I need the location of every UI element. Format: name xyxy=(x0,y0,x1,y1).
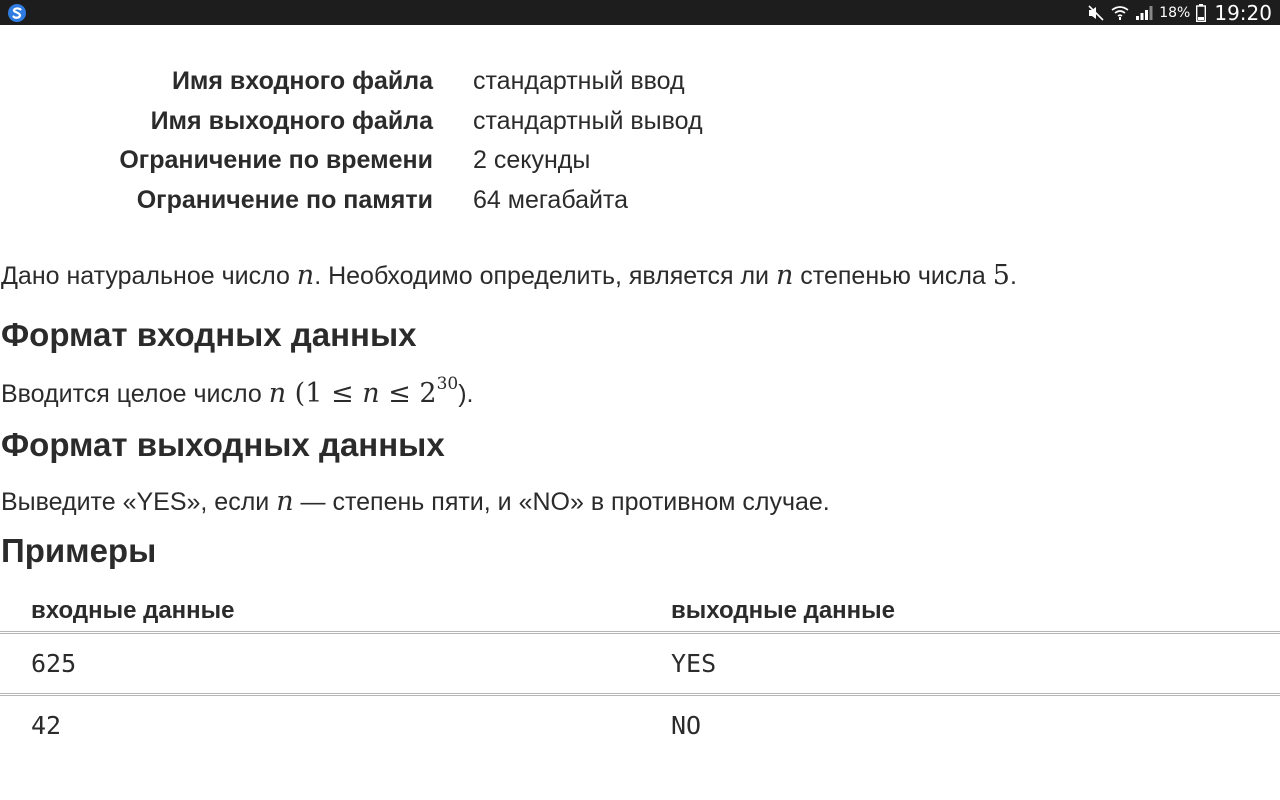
statement-text: Дано натуральное число xyxy=(1,262,297,290)
signal-icon xyxy=(1135,5,1153,21)
battery-icon xyxy=(1196,4,1206,22)
math-number: 5 xyxy=(992,260,1010,291)
math-close: ). xyxy=(458,380,474,408)
math-var-n: n xyxy=(268,378,287,409)
info-row-input-file xyxy=(0,62,900,102)
table-row xyxy=(0,696,1280,755)
output-format-sentence: Выведите «YES», если xyxy=(1,488,277,516)
column-header-input: входные данные xyxy=(31,596,235,624)
problem-statement xyxy=(1,260,1017,291)
output-format-text xyxy=(1,486,830,517)
statement-text: . Необходимо определить, является ли xyxy=(314,262,776,290)
battery-percent: 18% xyxy=(1159,4,1191,21)
info-row-output-file xyxy=(0,102,900,142)
info-label: Ограничение по времени xyxy=(119,146,433,175)
info-value: стандартный вывод xyxy=(473,106,703,135)
sync-app-icon[interactable] xyxy=(7,3,27,23)
info-label: Имя входного файла xyxy=(171,67,433,96)
math-var-n: n xyxy=(276,486,294,517)
math-var-n: n xyxy=(362,378,380,409)
statement-text: степенью числа xyxy=(793,262,993,290)
info-row-memory-limit xyxy=(0,181,900,221)
table-row xyxy=(0,634,1280,696)
info-label: Ограничение по памяти xyxy=(136,185,433,214)
statement-text: . xyxy=(1009,262,1017,290)
clock: 19:20 xyxy=(1214,0,1272,25)
example-output[interactable]: NO xyxy=(671,711,702,740)
input-format-text xyxy=(1,374,474,409)
input-format-sentence: Вводится целое число xyxy=(1,380,269,408)
math-exponent: 30 xyxy=(436,374,459,394)
math-var-n: n xyxy=(775,260,794,291)
output-format-sentence: — степень пяти, и «NO» в противном случае. xyxy=(293,488,830,516)
math-le: ≤ xyxy=(388,378,411,409)
problem-info-table xyxy=(0,62,900,220)
examples-header-row xyxy=(0,590,1280,634)
examples-heading: Примеры xyxy=(1,532,157,569)
column-header-output: выходные данные xyxy=(671,596,896,624)
math-base: 2 xyxy=(419,378,437,409)
info-value: 64 мегабайта xyxy=(473,185,629,214)
output-format-heading: Формат выходных данных xyxy=(1,426,445,463)
mute-icon xyxy=(1087,5,1105,21)
info-value: стандартный ввод xyxy=(473,67,685,96)
input-format-heading: Формат входных данных xyxy=(1,316,417,353)
examples-table xyxy=(0,590,1280,755)
example-input[interactable]: 625 xyxy=(31,649,77,678)
wifi-icon xyxy=(1111,5,1129,21)
math-le: ≤ xyxy=(330,378,354,409)
info-value: 2 секунды xyxy=(473,146,591,175)
status-bar xyxy=(0,0,1280,25)
example-input[interactable]: 42 xyxy=(31,711,62,740)
math-var-n: n xyxy=(296,260,315,291)
info-row-time-limit xyxy=(0,141,900,181)
math-open: (1 xyxy=(286,378,331,409)
info-label: Имя выходного файла xyxy=(150,106,433,135)
example-output[interactable]: YES xyxy=(671,649,717,678)
